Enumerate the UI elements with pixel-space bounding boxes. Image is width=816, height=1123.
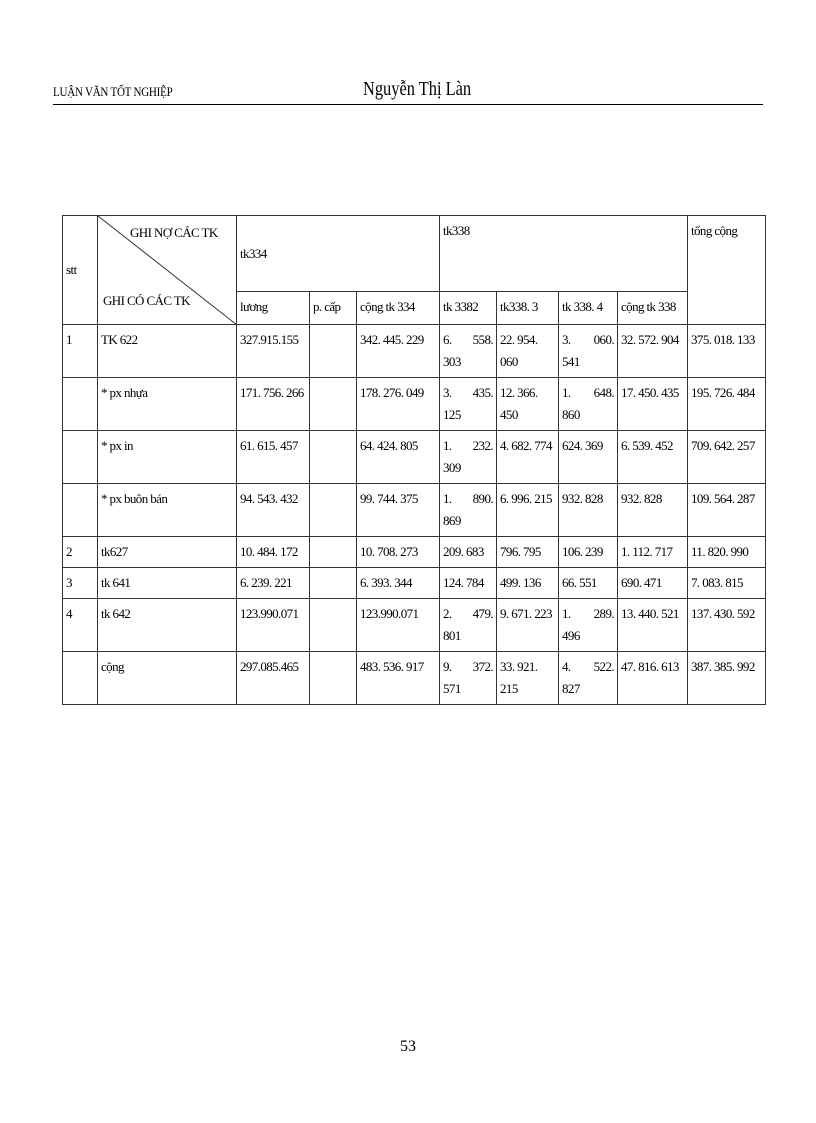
- cell-tk3384: [559, 599, 618, 652]
- cell-tk3383: 9. 671. 223: [497, 599, 559, 652]
- cell-name: * px in: [98, 431, 237, 484]
- number-part: 4.: [562, 659, 571, 674]
- number-part: 827: [562, 681, 580, 696]
- cell-tk3382: 124. 784: [440, 568, 497, 599]
- cell-stt: 3: [63, 568, 98, 599]
- cell-luong: 327.915.155: [237, 325, 310, 378]
- diagonal-header-cell: [98, 216, 237, 325]
- cell-pcap: [310, 599, 357, 652]
- stt-header-label: stt: [66, 262, 77, 277]
- cell-name: tk 641: [98, 568, 237, 599]
- cell-name: cộng: [98, 652, 237, 705]
- total-header: [688, 216, 766, 325]
- cell-cong338: 690. 471: [618, 568, 688, 599]
- cell-stt: [63, 484, 98, 537]
- number-part: 648.: [593, 385, 615, 400]
- cell-pcap: [310, 484, 357, 537]
- number-part: 522.: [593, 659, 615, 674]
- number-part: 890.: [472, 491, 494, 506]
- number-part: 309: [443, 460, 461, 475]
- number-part: 060.: [593, 332, 615, 347]
- number-part: 1.: [443, 491, 452, 506]
- cell-tk3383: 6. 996. 215: [497, 484, 559, 537]
- cell-cong334: 99. 744. 375: [357, 484, 440, 537]
- col-header-tk3382: tk 3382: [440, 292, 497, 325]
- number-part: 1.: [562, 606, 571, 621]
- cell-total: 109. 564. 287: [688, 484, 766, 537]
- number-part: 1.: [443, 438, 452, 453]
- number-part: 6.: [443, 332, 452, 347]
- number-part: 479.: [472, 606, 494, 621]
- col-header-tk3383: tk338. 3: [497, 292, 559, 325]
- number-part: 232.: [472, 438, 494, 453]
- cell-stt: [63, 431, 98, 484]
- cell-tk3382: [440, 652, 497, 705]
- cell-pcap: [310, 325, 357, 378]
- cell-tk3382: [440, 484, 497, 537]
- number-part: 125: [443, 407, 461, 422]
- cell-tk3382: 209. 683: [440, 537, 497, 568]
- number-part: 1.: [562, 385, 571, 400]
- cell-cong334: 342. 445. 229: [357, 325, 440, 378]
- cell-tk3382: [440, 325, 497, 378]
- cell-name: * px nhựa: [98, 378, 237, 431]
- cell-tk3383: 499. 136: [497, 568, 559, 599]
- group-header-tk334: [237, 216, 440, 292]
- number-part: 9.: [443, 659, 452, 674]
- table-row: [63, 431, 766, 484]
- table-row: [63, 484, 766, 537]
- cell-tk3383: 12. 366. 450: [497, 378, 559, 431]
- cell-cong338: 6. 539. 452: [618, 431, 688, 484]
- cell-total: 11. 820. 990: [688, 537, 766, 568]
- cell-tk3383: 33. 921. 215: [497, 652, 559, 705]
- cell-total: 375. 018. 133: [688, 325, 766, 378]
- number-part: 541: [562, 354, 580, 369]
- cell-tk3382: [440, 378, 497, 431]
- cell-pcap: [310, 568, 357, 599]
- cell-tk3384: [559, 378, 618, 431]
- number-part: 558.: [472, 332, 494, 347]
- number-part: 2.: [443, 606, 452, 621]
- author-name: Nguyễn Thị Làn: [363, 78, 472, 100]
- number-part: 3.: [562, 332, 571, 347]
- col-header-cong334: cộng tk 334: [357, 292, 440, 325]
- credit-accounts-label: GHI CÓ CÁC TK: [103, 293, 190, 308]
- cell-name: * px buôn bán: [98, 484, 237, 537]
- cell-cong338: 47. 816. 613: [618, 652, 688, 705]
- number-part: 496: [562, 628, 580, 643]
- number-part: 869: [443, 513, 461, 528]
- table-row: [63, 537, 766, 568]
- cell-tk3383: 796. 795: [497, 537, 559, 568]
- cell-pcap: [310, 378, 357, 431]
- debit-accounts-label: GHI NỢ CÁC TK: [130, 225, 218, 240]
- cell-name: tk627: [98, 537, 237, 568]
- cell-name: tk 642: [98, 599, 237, 652]
- cell-luong: 61. 615. 457: [237, 431, 310, 484]
- cell-luong: 297.085.465: [237, 652, 310, 705]
- cell-pcap: [310, 537, 357, 568]
- cell-cong334: 10. 708. 273: [357, 537, 440, 568]
- cell-tk3384: [559, 325, 618, 378]
- cell-stt: [63, 652, 98, 705]
- number-part: 372.: [472, 659, 494, 674]
- cell-total: 195. 726. 484: [688, 378, 766, 431]
- cell-total: 387. 385. 992: [688, 652, 766, 705]
- number-part: 303: [443, 354, 461, 369]
- tk338-label: tk338: [443, 223, 470, 238]
- cell-luong: 94. 543. 432: [237, 484, 310, 537]
- number-part: 289.: [593, 606, 615, 621]
- thesis-label: LUẬN VĂN TỐT NGHIỆP: [53, 84, 173, 99]
- cell-total: 137. 430. 592: [688, 599, 766, 652]
- cell-tk3383: 22. 954. 060: [497, 325, 559, 378]
- cell-total: 709. 642. 257: [688, 431, 766, 484]
- table-row: [63, 599, 766, 652]
- cell-name: TK 622: [98, 325, 237, 378]
- tk334-label: tk334: [240, 245, 267, 261]
- cell-stt: 4: [63, 599, 98, 652]
- cell-cong338: 32. 572. 904: [618, 325, 688, 378]
- cell-pcap: [310, 431, 357, 484]
- total-header-label: tổng cộng: [691, 223, 738, 238]
- cell-tk3384: 66. 551: [559, 568, 618, 599]
- cell-tk3382: [440, 431, 497, 484]
- cell-stt: 1: [63, 325, 98, 378]
- cell-pcap: [310, 652, 357, 705]
- number-part: 571: [443, 681, 461, 696]
- table-row: [63, 325, 766, 378]
- number-part: 435.: [472, 385, 494, 400]
- cell-cong334: 6. 393. 344: [357, 568, 440, 599]
- number-part: 3.: [443, 385, 452, 400]
- cell-luong: 10. 484. 172: [237, 537, 310, 568]
- table-row: [63, 568, 766, 599]
- cell-cong334: 178. 276. 049: [357, 378, 440, 431]
- cell-tk3384: 624. 369: [559, 431, 618, 484]
- cell-cong334: 483. 536. 917: [357, 652, 440, 705]
- number-part: 801: [443, 628, 461, 643]
- page-number: 53: [400, 1038, 416, 1055]
- cell-cong334: 123.990.071: [357, 599, 440, 652]
- number-part: 860: [562, 407, 580, 422]
- col-header-pcap: p. cấp: [310, 292, 357, 325]
- cell-stt: [63, 378, 98, 431]
- cell-tk3384: 932. 828: [559, 484, 618, 537]
- table-body: [63, 216, 766, 705]
- cell-total: 7. 083. 815: [688, 568, 766, 599]
- table-row: [63, 378, 766, 431]
- table-row: [63, 652, 766, 705]
- cell-tk3382: [440, 599, 497, 652]
- col-header-luong: lương: [237, 292, 310, 325]
- cell-tk3384: 106. 239: [559, 537, 618, 568]
- salary-allocation-table: [62, 215, 766, 705]
- cell-luong: 171. 756. 266: [237, 378, 310, 431]
- cell-stt: 2: [63, 537, 98, 568]
- cell-cong338: 13. 440. 521: [618, 599, 688, 652]
- col-header-cong338: cộng tk 338: [618, 292, 688, 325]
- page-header: [53, 74, 763, 105]
- cell-cong338: 932. 828: [618, 484, 688, 537]
- cell-cong334: 64. 424. 805: [357, 431, 440, 484]
- cell-cong338: 1. 112. 717: [618, 537, 688, 568]
- cell-luong: 6. 239. 221: [237, 568, 310, 599]
- col-header-tk3384: tk 338. 4: [559, 292, 618, 325]
- cell-tk3384: [559, 652, 618, 705]
- group-header-tk338: [440, 216, 688, 292]
- cell-luong: 123.990.071: [237, 599, 310, 652]
- cell-cong338: 17. 450. 435: [618, 378, 688, 431]
- stt-header: [63, 216, 98, 325]
- cell-tk3383: 4. 682. 774: [497, 431, 559, 484]
